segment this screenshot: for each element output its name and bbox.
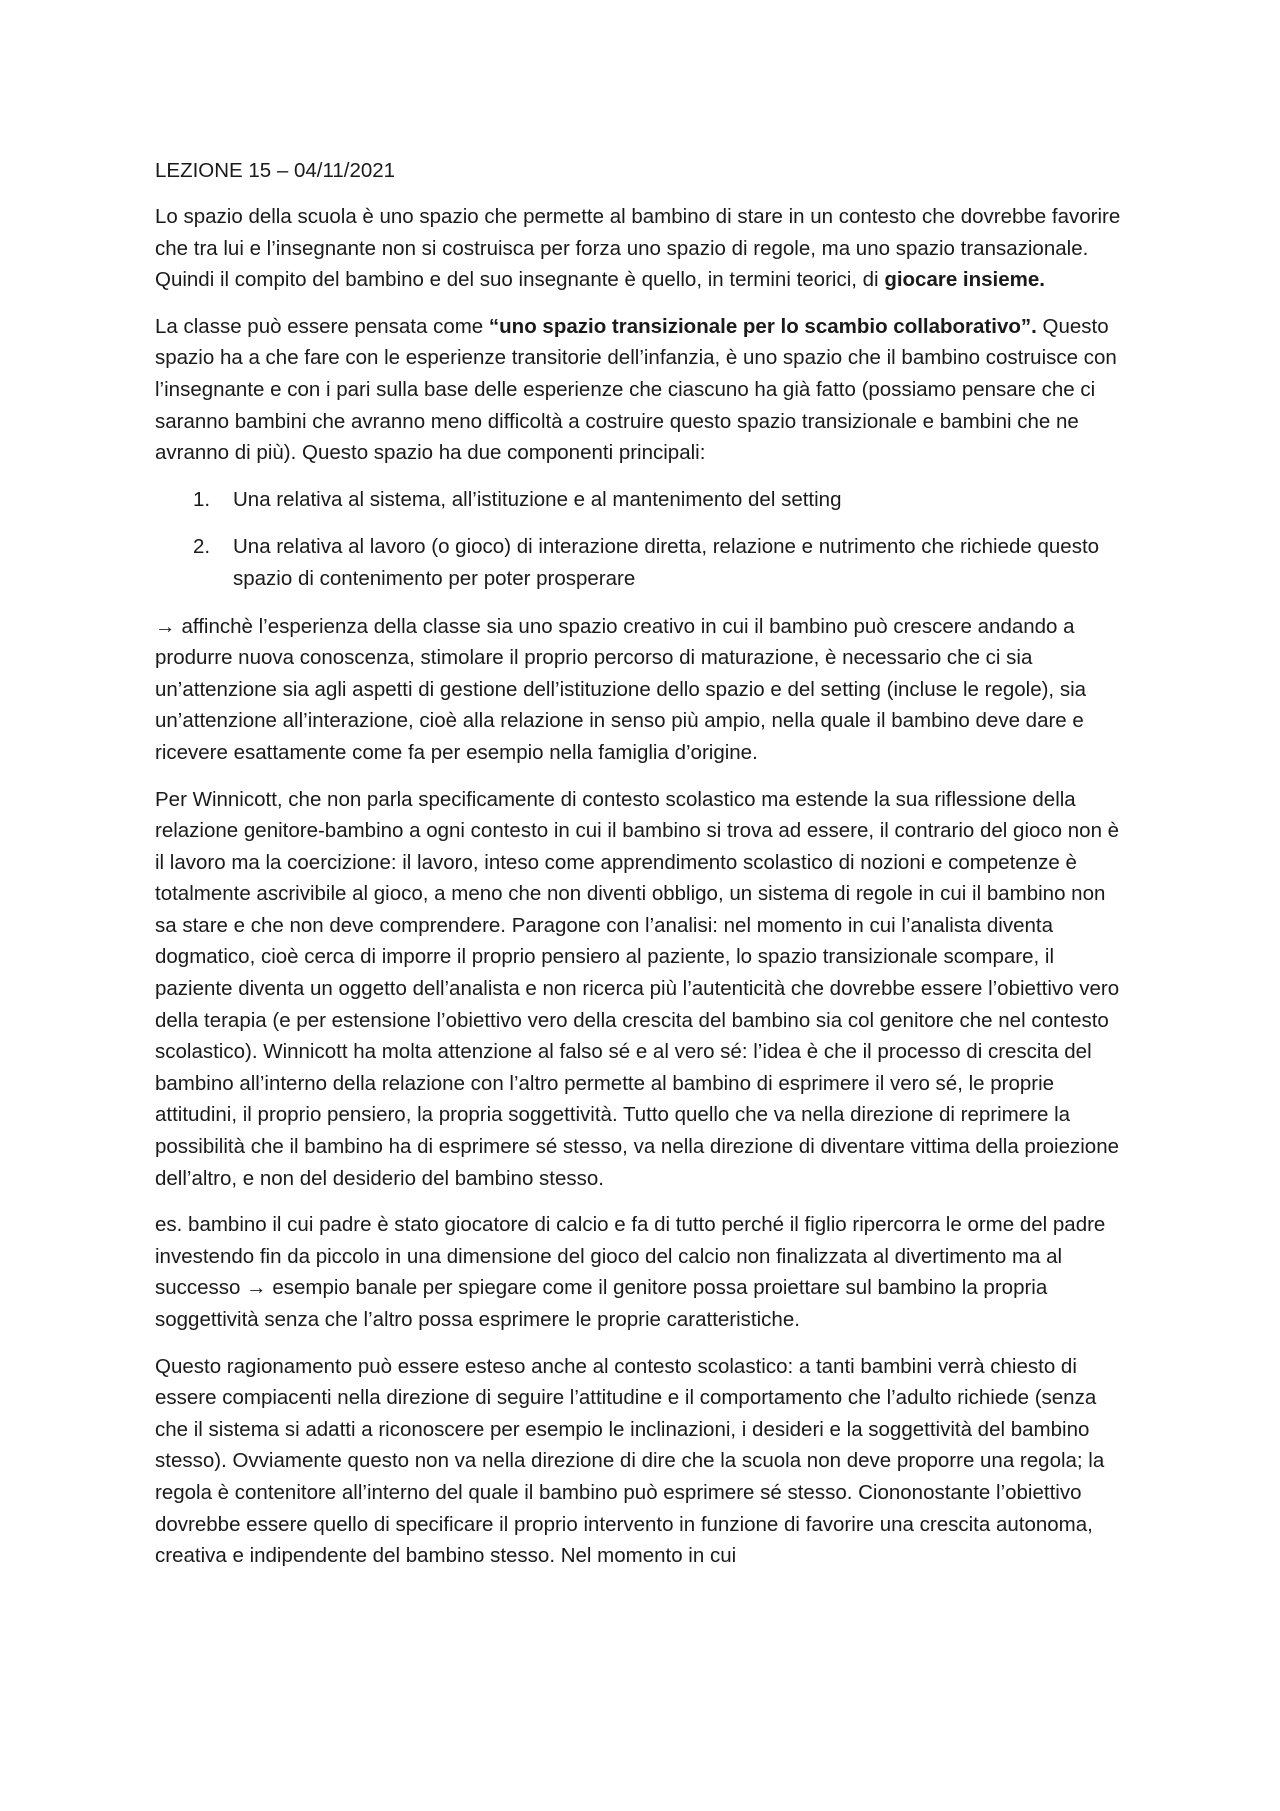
paragraph-2	[155, 311, 1130, 469]
paragraph-6: Questo ragionamento può essere esteso anche al contesto scolastico: a tanti bambini verrà chiesto di essere compiacenti nella direzione di seguire l’attitudine e il comportamento che l’adulto richiede (senza che il sistema si adatti a riconoscere per esempio le inclinazioni, i desideri e la soggettività del bambino stesso). Ovviamente questo non va nella direzione di dire che la scuola non deve proporre una regola; la regola è contenitore all’interno del quale il bambino può esprimere sé stesso. Ciononostante l’obiettivo dovrebbe essere quello di specificare il proprio intervento in funzione di favorire una crescita autonoma, creativa e indipendente del bambino stesso. Nel momento in cui	[155, 1354, 1105, 1568]
paragraph-1	[155, 201, 1130, 296]
arrow-icon: →	[246, 1276, 267, 1300]
list-item	[155, 484, 1130, 516]
list-item-number: 1.	[193, 487, 211, 511]
paragraph-4: Per Winnicott, che non parla specificamente di contesto scolastico ma estende la sua riflessione della relazione genitore-bambino a ogni contesto in cui il bambino si trova ad essere, il contrario del gioco non è il lavoro ma la coercizione: il lavoro, inteso come apprendimento scolastico di nozioni e competenze è totalmente ascrivibile al gioco, a meno che non diventi obbligo, un sistema di regole in cui il bambino non sa stare e che non deve comprendere. Paragone con l’analisi: nel momento in cui l’analista diventa dogmatico, cioè cerca di imporre il proprio pensiero al paziente, lo spazio transizionale scompare, il paziente diventa un oggetto dell’analista e non ricerca più l’autenticità che dovrebbe essere l’obiettivo vero della terapia (e per estensione l’obiettivo vero della crescita del bambino sia col genitore che nel contesto scolastico). Winnicott ha molta attenzione al falso sé e al vero sé: l’idea è che il processo di crescita del bambino all’interno della relazione con l’altro permette al bambino di esprimere il vero sé, le proprie attitudini, il proprio pensiero, la propria soggettività. Tutto quello che va nella direzione di reprimere la possibilità che il bambino ha di esprimere sé stesso, va nella direzione di diventare vittima della proiezione dell’altro, e non del desiderio del bambino stesso.	[155, 787, 1120, 1190]
list-item-text: Una relativa al sistema, all’istituzione e al mantenimento del setting	[233, 487, 842, 511]
arrow-icon: →	[155, 614, 176, 638]
document-page	[155, 155, 1130, 1587]
list-item-number: 2.	[193, 535, 211, 559]
list-item	[155, 531, 1130, 594]
list-item-text: Una relativa al lavoro (o gioco) di interazione diretta, relazione e nutrimento che richiede questo spazio di contenimento per poter prosperare	[233, 535, 1100, 590]
paragraph-2-after: Questo spazio ha a che fare con le esperienze transitorie dell’infanzia, è uno spazio che il bambino costruisce con l’insegnante e con i pari sulla base delle esperienze che ciascuno ha già fatto (possiamo pensare che ci saranno bambini che avranno meno difficoltà a costruire questo spazio transizionale e bambini che ne avranno di più). Questo spazio ha due componenti principali:	[155, 314, 1117, 465]
lesson-title: LEZIONE 15 – 04/11/2021	[155, 159, 396, 182]
paragraph-1-text: Lo spazio della scuola è uno spazio che permette al bambino di stare in un contesto che dovrebbe favorire che tra lui e l’insegnante non si costruisca per forza uno spazio di regole, ma uno spazio transazionale. Quindi il compito del bambino e del suo insegnante è quello, in termini teorici, di	[155, 205, 1121, 292]
paragraph-2-bold: “uno spazio transizionale per lo scambio collaborativo”.	[488, 314, 1037, 338]
paragraph-5-after: esempio banale per spiegare come il genitore possa proiettare sul bambino la propria soggettività senza che l’altro possa esprimere le proprie caratteristiche.	[155, 1276, 1048, 1331]
numbered-list	[155, 484, 1130, 595]
paragraph-3	[155, 611, 1130, 769]
paragraph-3-text: affinchè l’esperienza della classe sia uno spazio creativo in cui il bambino può crescere andando a produrre nuova conoscenza, stimolare il proprio percorso di maturazione, è necessario che ci sia un’attenzione sia agli aspetti di gestione dell’istituzione dello spazio e del setting (incluse le regole), sia un’attenzione all’interazione, cioè alla relazione in senso più ampio, nella quale il bambino deve dare e ricevere esattamente come fa per esempio nella famiglia d’origine.	[155, 614, 1087, 764]
paragraph-5-before: es. bambino il cui padre è stato giocatore di calcio e fa di tutto perché il figlio ripercorra le orme del padre investendo fin da piccolo in una dimensione del gioco del calcio non finalizzata al divertimento ma al successo	[155, 1213, 1106, 1300]
paragraph-5	[155, 1209, 1130, 1335]
paragraph-1-bold: giocare insieme.	[884, 268, 1045, 292]
paragraph-2-before: La classe può essere pensata come	[155, 314, 489, 338]
